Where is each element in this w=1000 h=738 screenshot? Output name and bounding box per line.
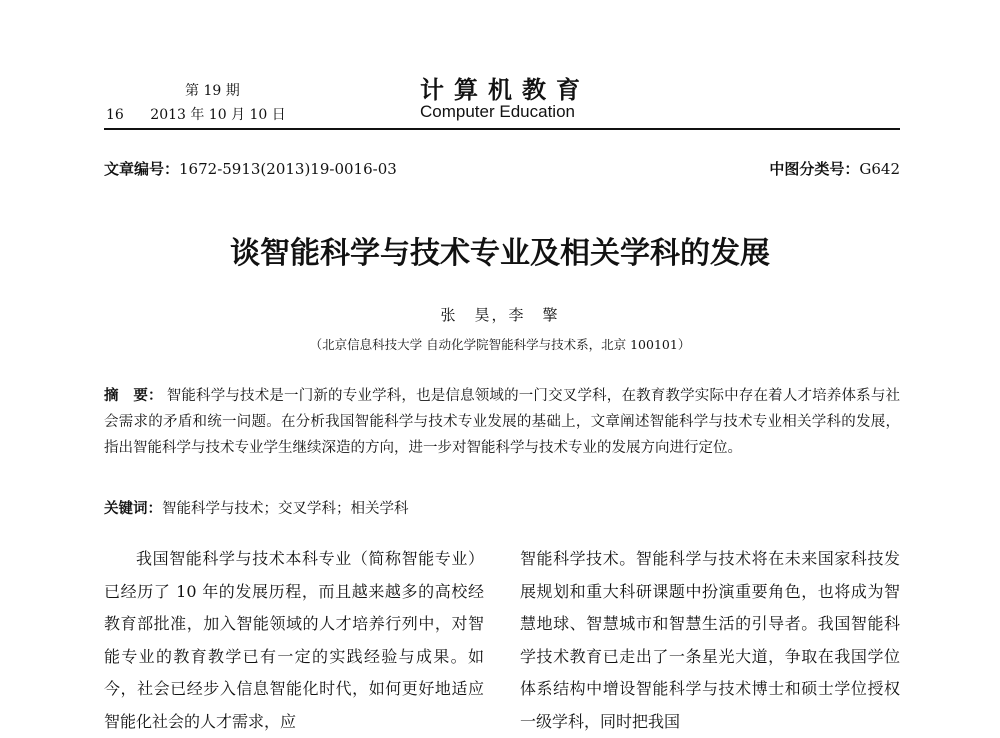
journal-title-en: Computer Education <box>420 102 575 121</box>
classification-label: 中图分类号： <box>769 160 860 178</box>
header-rule <box>104 128 900 130</box>
classification-value: G642 <box>859 160 900 178</box>
paper-affiliation: （北京信息科技大学 自动化学院智能科学与技术系，北京 100101） <box>309 337 691 352</box>
keywords <box>104 497 900 518</box>
issue-number: 第 19 期 <box>185 83 240 99</box>
abstract-text: 智能科学与技术是一门新的专业学科，也是信息领域的一门交叉学科，在教育教学实际中存在着人才培养体系与社会需求的矛盾和统一问题。在分析我国智能科学与技术专业发展的基础上，文章阐述智能科学与技术专业相关学科的发展，指出智能科学与技术专业学生继续深造的方向，进一步对智能科学与技术专业的发展方向进行定位。 <box>104 388 901 456</box>
body-column-right: 智能科学技术。智能科学与技术将在未来国家科技发展规划和重大科研课题中扮演重要角色，也将成为智慧地球、智慧城市和智慧生活的引导者。我国智能科学技术教育已走出了一条星光大道，争取在我国学位体系结构中增设智能科学与技术博士和硕士学位授权一级学科，同时把我国 <box>520 549 900 731</box>
article-number-value: 1672-5913(2013)19-0016-03 <box>179 160 397 178</box>
paper-title: 谈智能科学与技术专业及相关学科的发展 <box>230 236 770 271</box>
abstract-label: 摘 要： <box>104 388 163 404</box>
page-number: 16 <box>106 107 124 123</box>
issue-date: 2013 年 10 月 10 日 <box>150 107 286 123</box>
article-number <box>104 158 397 179</box>
abstract <box>104 383 900 461</box>
page-date-line <box>106 104 286 124</box>
article-number-label: 文章编号： <box>104 160 180 178</box>
keywords-label: 关键词： <box>104 501 162 517</box>
classification-number <box>769 158 900 179</box>
journal-title-cn: 计算机教育 <box>420 76 590 104</box>
keywords-text: 智能科学与技术；交叉学科；相关学科 <box>162 501 409 517</box>
body-column-left: 我国智能科学与技术本科专业（简称智能专业）已经历了 10 年的发展历程，而且越来越多的高校经教育部批准，加入智能领域的人才培养行列中，对智能专业的教育教学已有一定的实践经验与成果。如今，社会已经步入信息智能化时代，如何更好地适应智能化社会的人才需求，应 <box>104 549 484 731</box>
paper-authors: 张 昊，李 擎 <box>440 306 560 324</box>
